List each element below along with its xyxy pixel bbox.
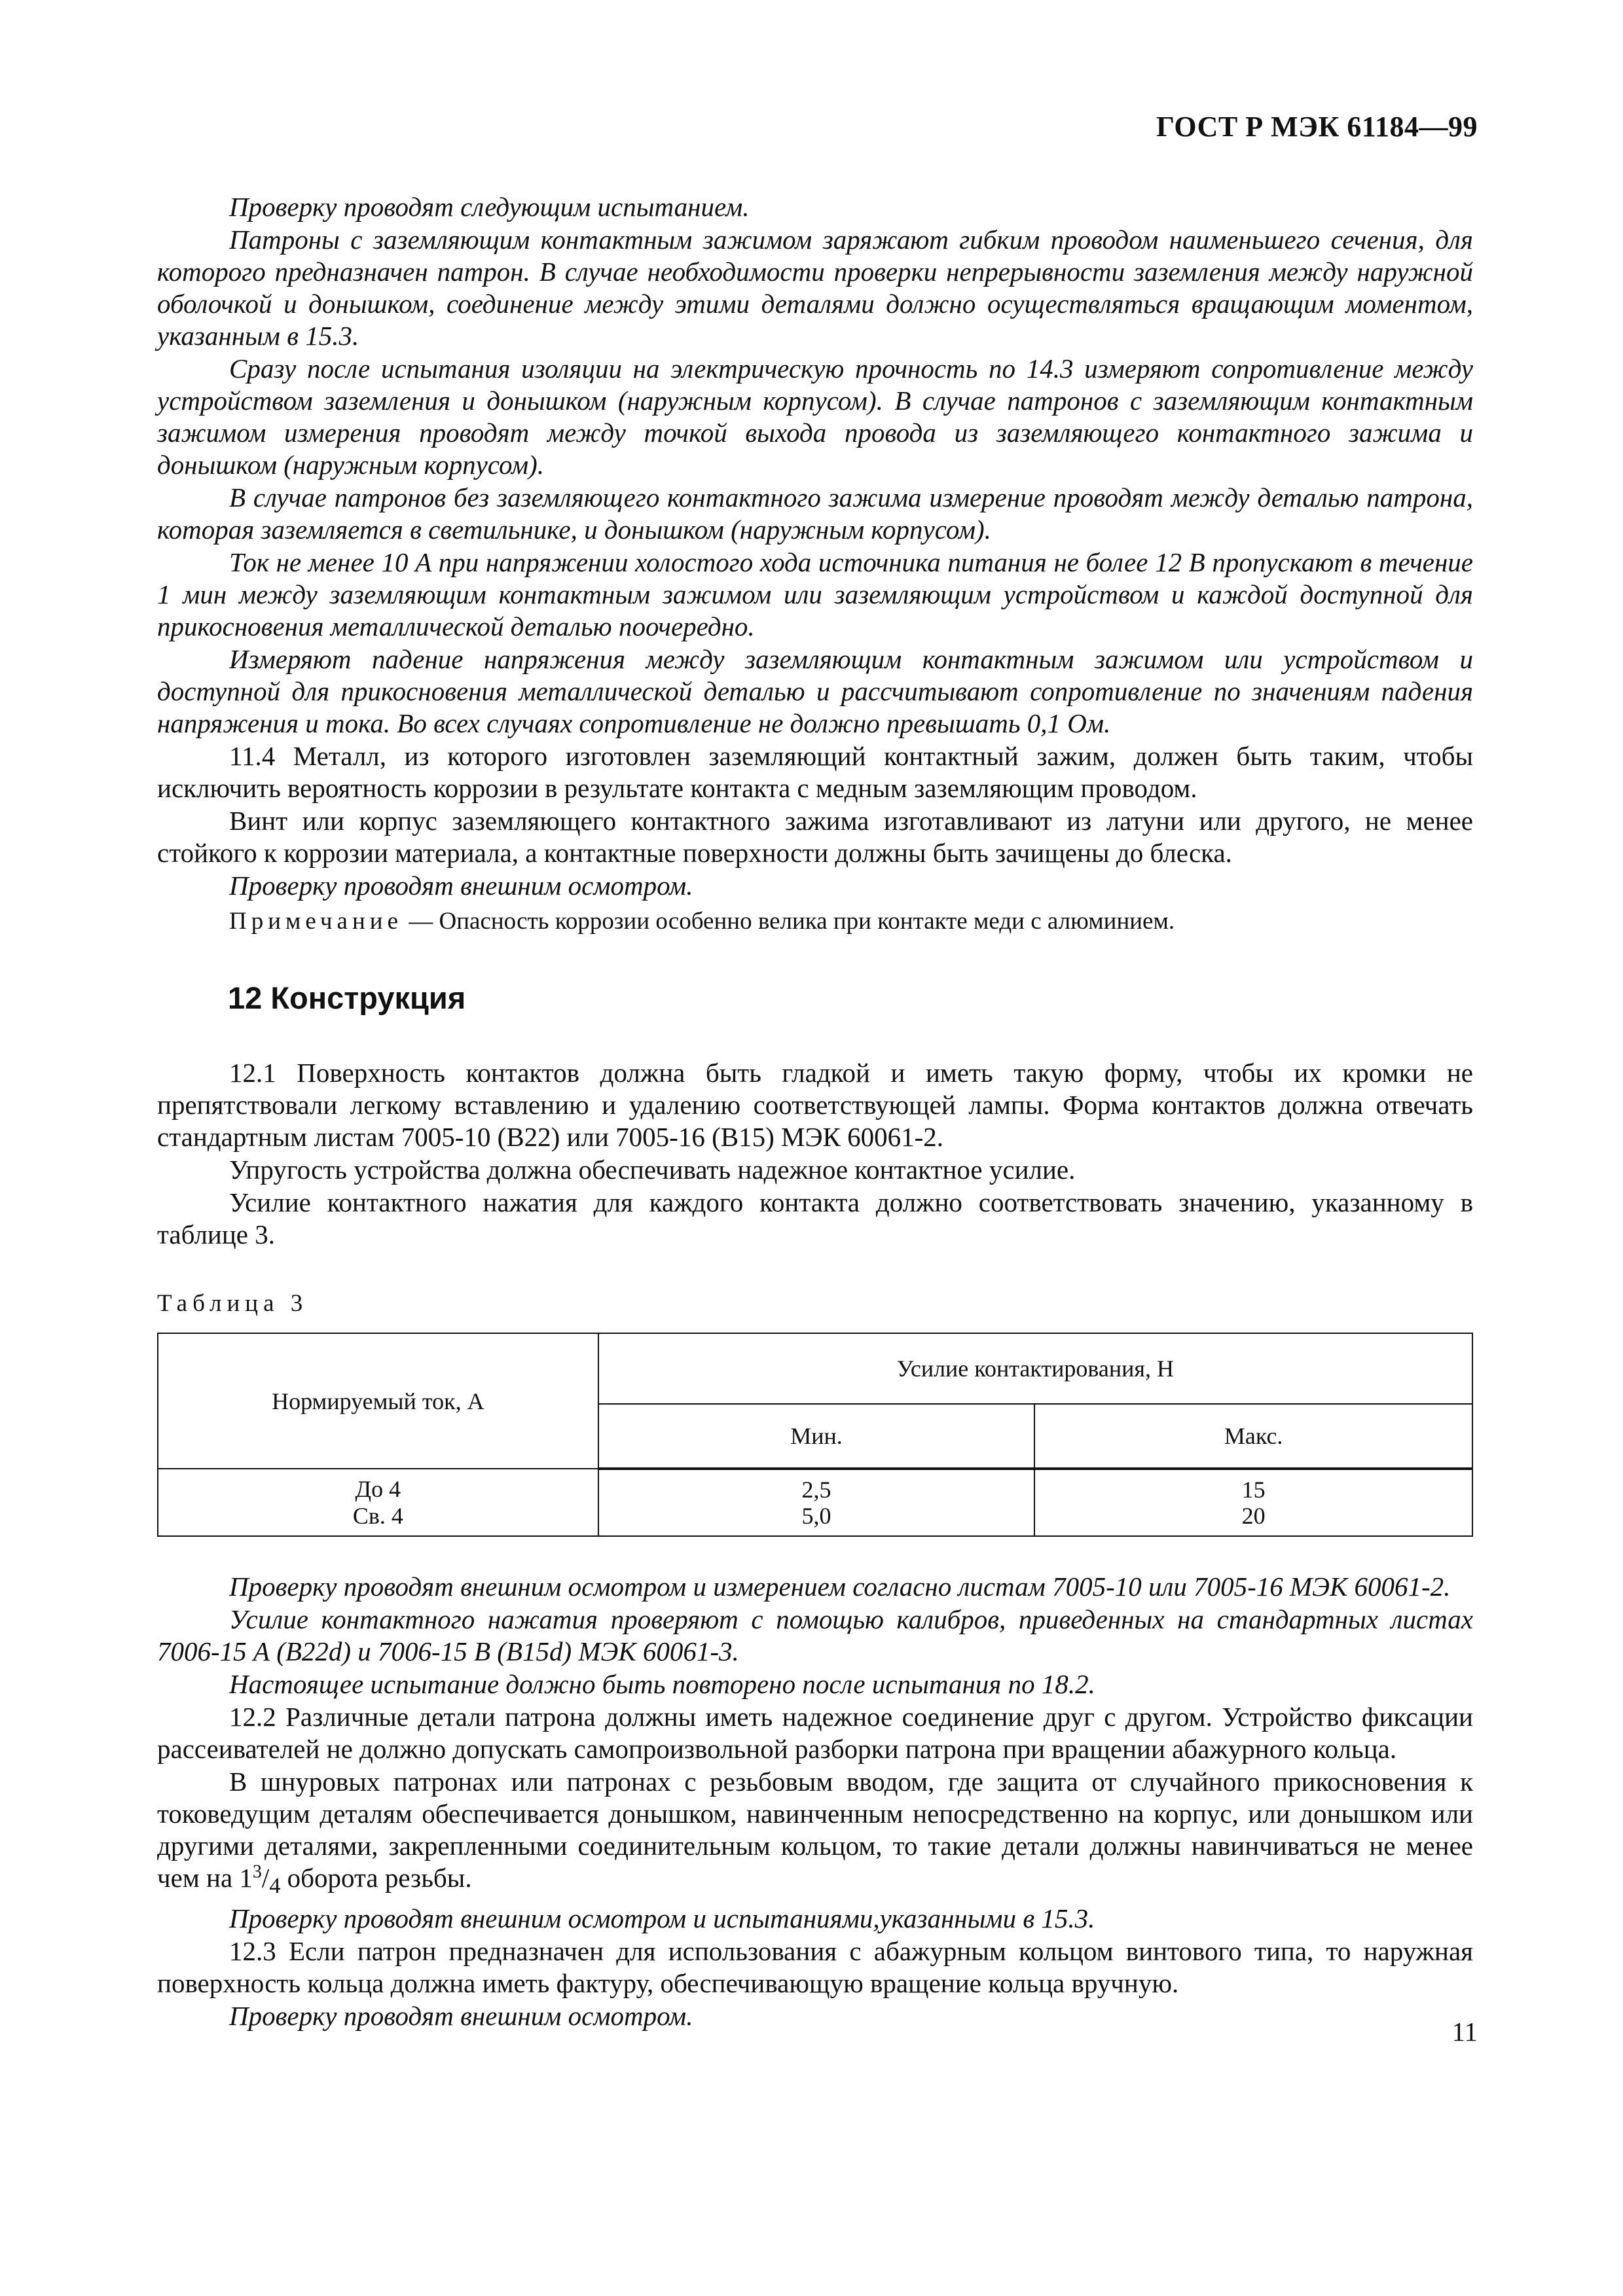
fraction-denominator: 4 [269,1874,281,1899]
header-min: Мин. [598,1404,1035,1469]
note-label: Примечание [229,908,403,935]
paragraph: В случае патронов без заземляющего контактного зажима измерение проводят между деталью патрона, которая заземляется в светильнике, и донышком (наружным корпусом). [157,482,1473,545]
clause-12-2: 12.2 Различные детали патрона должны иметь надежное соединение друг с другом. Устройство фиксации рассеивателей не должно допускать самопроизвольной разборки патрона при вращении абажурного кольца. [157,1702,1473,1764]
paragraph: Усилие контактного нажатия для каждого контакта должно соответствовать значению, указанному в таблице 3. [157,1187,1473,1249]
clause-12-3: 12.3 Если патрон предназначен для использования с абажурным кольцом винтового типа, то наружная поверхность кольца должна иметь фактуру, обеспечивающую вращение кольца вручную. [157,1936,1473,1999]
paragraph: Винт или корпус заземляющего контактного зажима изготавливают из латуни или другого, не менее стойкого к коррозии материала, а контактные поверхности должны быть зачищены до блеска. [157,806,1473,868]
clause-11-4: 11.4 Металл, из которого изготовлен заземляющий контактный зажим, должен быть таким, чтобы исключить вероятность коррозии в результате контакта с медным заземляющим проводом. [157,741,1473,803]
paragraph: Настоящее испытание должно быть повторено после испытания по 18.2. [229,1669,1095,1699]
after-table-block [157,1571,1473,2032]
paragraph: Ток не менее 10 А при напряжении холостого хода источника питания не более 12 В пропускают в течение 1 мин между заземляющим контактным зажимом или заземляющим устройством и каждой доступной для прикосновения металлической деталью поочередно. [157,547,1473,641]
paragraph-text: В шнуровых патронах или патронах с резьбовым вводом, где защита от случайного прикосновения к токоведущим деталям обеспечивается донышком, навинченным непосредственно на корпус, или донышком или другими деталями, закрепленными соединительным кольцом, то такие детали должны навинчиваться не менее чем на 1 [157,1767,1473,1893]
document-header: ГОСТ Р МЭК 61184—99 [1156,111,1478,143]
paragraph: Проверку проводят внешним осмотром. [229,2001,693,2032]
header-rated-current: Нормируемый ток, А [158,1333,598,1469]
paragraph: Упругость устройства должна обеспечивать надежное контактное усилие. [229,1155,1076,1185]
cell-current: Св. 4 [158,1503,598,1536]
paragraph-tail: оборота резьбы. [280,1863,472,1893]
header-max: Макс. [1034,1404,1472,1469]
table-row [158,1469,1472,1503]
header-contact-force: Усилие контактирования, Н [598,1333,1472,1404]
note-text: — Опасность коррозии особенно велика при контакте меди с алюминием. [409,908,1175,935]
paragraph: Усилие контактного нажатия проверяют с помощью калибров, приведенных на стандартных листах 7006-15 А (B22d) и 7006-15 В (B15d) МЭК 60061-3. [157,1604,1473,1666]
paragraph: Проверку проводят внешним осмотром. [229,870,693,901]
note [157,906,1473,937]
table-row [158,1503,1472,1536]
paragraph: Проверку проводят внешним осмотром и измерением согласно листам 7005-10 или 7005-16 МЭК 60061-2. [229,1571,1451,1602]
cell-max: 15 [1034,1469,1472,1503]
paragraph: Измеряют падение напряжения между заземляющим контактным зажимом или устройством и доступной для прикосновения металлической деталью и рассчитывают сопротивление по значениям падения напряжения и тока. Во всех случаях сопротивление не должно превышать 0,1 Ом. [157,644,1473,738]
cell-max: 20 [1034,1503,1472,1536]
paragraph: Проверку проводят следующим испытанием. [229,192,750,222]
clause-12-1: 12.1 Поверхность контактов должна быть гладкой и иметь такую форму, чтобы их кромки не препятствовали легкому вставлению и удалению соответствующей лампы. Форма контактов должна отвечать стандартным листам 7005-10 (В22) или 7005-16 (В15) МЭК 60061-2. [157,1058,1473,1152]
paragraph: В шнуровых патронах или патронах с резьбовым вводом, где защита от случайного прикосновения к токоведущим деталям обеспечивается донышком, навинченным непосредственно на корпус, или донышком или другими деталями, закрепленными соединительным кольцом, то такие детали должны навинчиваться не менее чем на $1^3/_4$ оборота резьбы. [157,1767,1473,1899]
cell-min: 2,5 [598,1469,1035,1503]
contact-force-table [157,1333,1473,1537]
cell-min: 5,0 [598,1503,1035,1536]
fraction-numerator: 3 [252,1861,262,1882]
paragraph: Проверку проводят внешним осмотром и испытаниями,указанными в 15.3. [229,1903,1095,1934]
page-content [157,191,1473,2033]
section-title: 12 Конструкция [228,980,466,1015]
table-caption: Таблица 3 [157,1290,308,1317]
cell-current: До 4 [158,1469,598,1503]
page-number: 11 [1451,2017,1478,2047]
paragraph: Патроны с заземляющим контактным зажимом заряжают гибким проводом наименьшего сечения, для которого предназначен патрон. В случае необходимости проверки непрерывности заземления между наружной оболочкой и донышком, соединение между этими деталями должно осуществляться вращающим моментом, указанным в 15.3. [157,224,1473,351]
paragraph: Сразу после испытания изоляции на электрическую прочность по 14.3 измеряют сопротивление между устройством заземления и донышком (наружным корпусом). В случае патронов с заземляющим контактным зажимом измерения проводят между точкой выхода провода из заземляющего контактного зажима и донышком (наружным корпусом). [157,353,1473,480]
